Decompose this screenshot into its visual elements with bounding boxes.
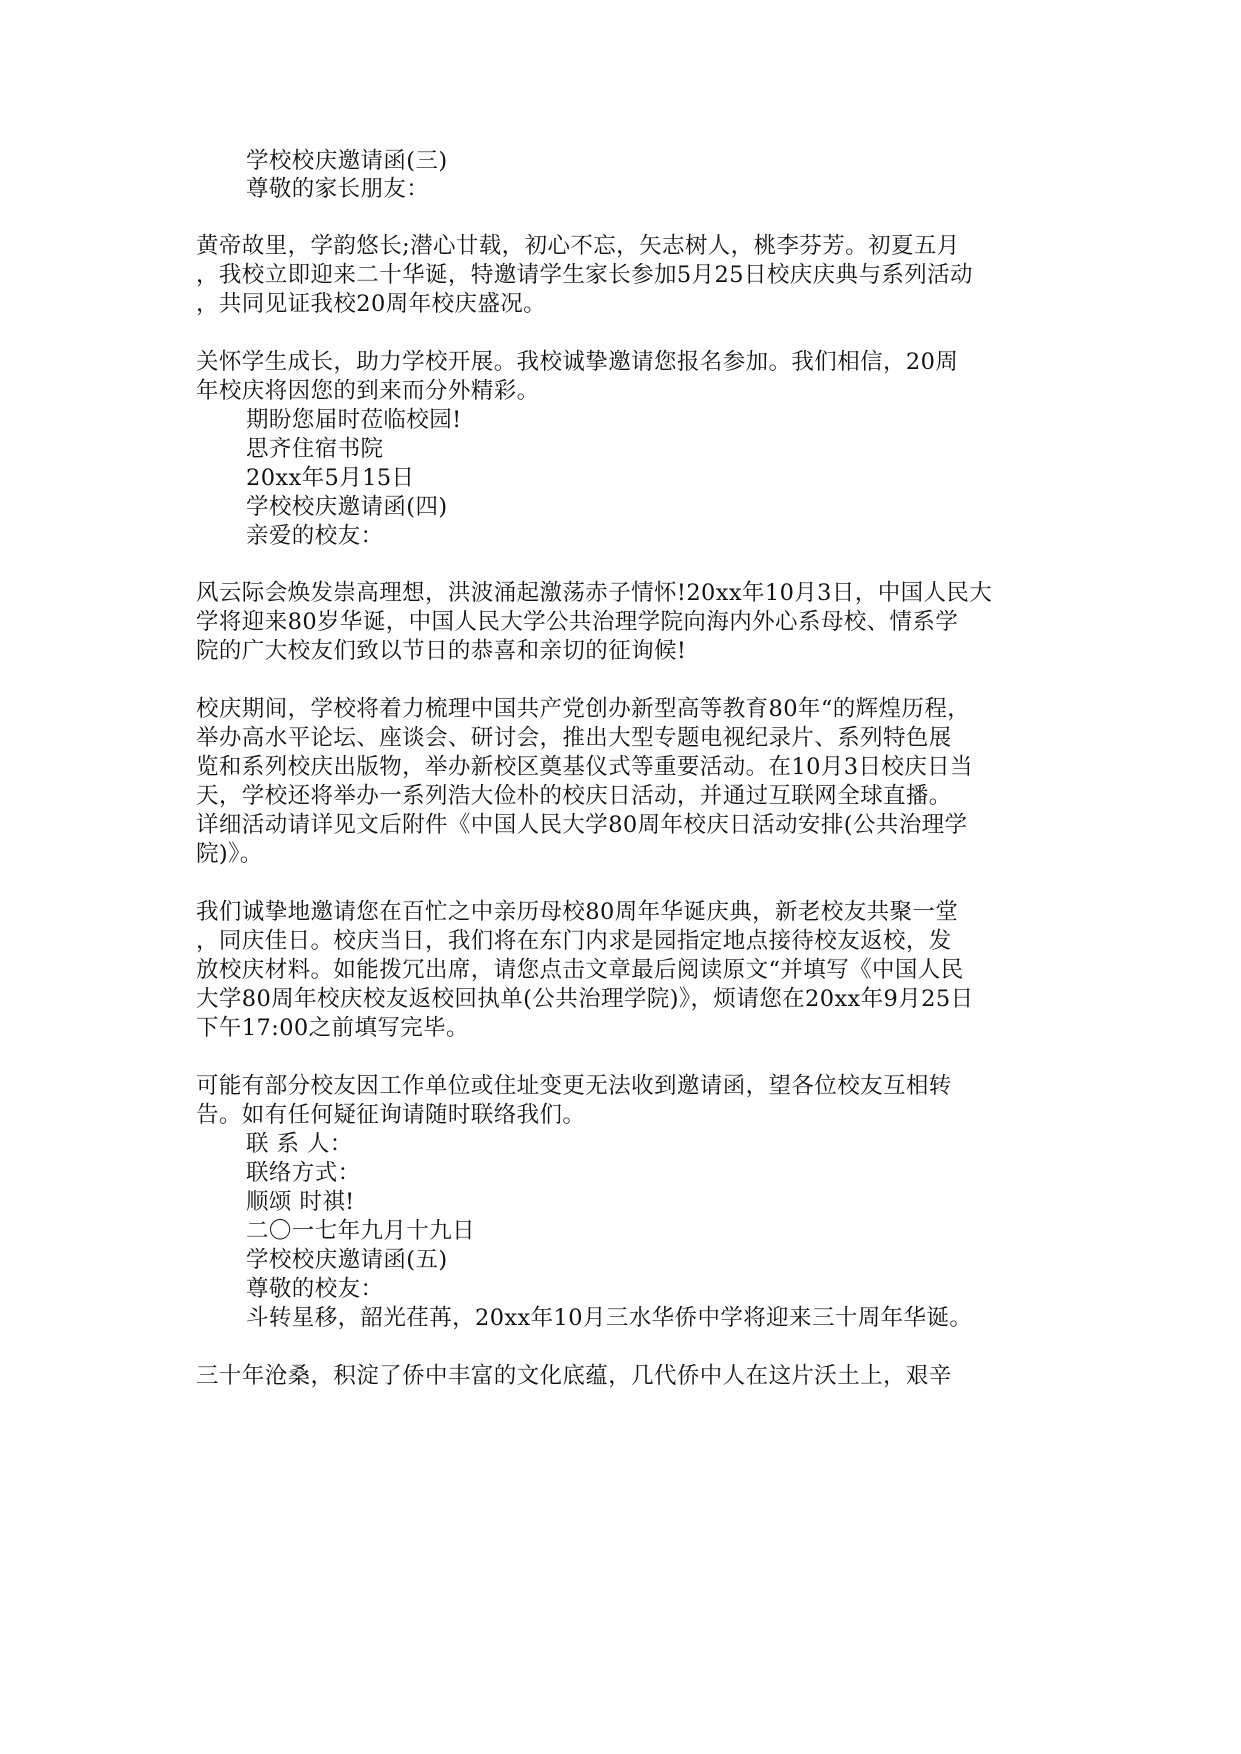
closing-line: 期盼您届时莅临校园! [246, 407, 462, 433]
paragraph-line: ，同庆佳日。校庆当日，我们将在东门内求是园指定地点接待校友返校，发 [196, 928, 952, 954]
paragraph-line: 天，学校还将举办一系列浩大俭朴的校庆日活动，并通过互联网全球直播。 [196, 783, 952, 809]
signature-date: 20xx年5月15日 [246, 465, 415, 491]
paragraph-line: 大学80周年校庆校友返校回执单(公共治理学院)》，烦请您在20xx年9月25日 [196, 986, 974, 1012]
paragraph-line: 黄帝故里，学韵悠长;潜心廿载，初心不忘，矢志树人，桃李芬芳。初夏五月 [196, 233, 960, 259]
heading-invitation-5: 学校校庆邀请函(五) [246, 1247, 448, 1273]
paragraph-line: 举办高水平论坛、座谈会、研讨会，推出大型专题电视纪录片、系列特色展 [196, 725, 952, 751]
paragraph-line: 斗转星移，韶光荏苒，20xx年10月三水华侨中学将迎来三十周年华诞。 [246, 1305, 973, 1331]
paragraph-line: 可能有部分校友因工作单位或住址变更无法收到邀请函，望各位校友互相转 [196, 1073, 952, 1099]
paragraph-line: 院的广大校友们致以节日的恭喜和亲切的征询候! [196, 638, 687, 664]
paragraph-line: 我们诚挚地邀请您在百忙之中亲历母校80周年华诞庆典，新老校友共聚一堂 [196, 899, 959, 925]
paragraph-line: 放校庆材料。如能拨冗出席，请您点击文章最后阅读原文“并填写《中国人民 [196, 957, 964, 983]
signature-org: 思齐住宿书院 [246, 436, 384, 462]
paragraph-line: ，我校立即迎来二十华诞，特邀请学生家长参加5月25日校庆庆典与系列活动 [196, 262, 973, 288]
paragraph-line: 院)》。 [196, 841, 263, 867]
paragraph-line: 年校庆将因您的到来而分外精彩。 [196, 378, 540, 404]
paragraph-line: 三十年沧桑，积淀了侨中丰富的文化底蕴，几代侨中人在这片沃土上，艰辛 [196, 1363, 952, 1389]
closing-line: 顺颂 时祺! [246, 1189, 355, 1215]
heading-invitation-4: 学校校庆邀请函(四) [246, 494, 448, 520]
salutation-alumni: 亲爱的校友： [246, 523, 384, 549]
signature-date: 二〇一七年九月十九日 [246, 1218, 476, 1244]
paragraph-line: 下午17:00之前填写完毕。 [196, 1015, 469, 1041]
paragraph-line: 览和系列校庆出版物，举办新校区奠基仪式等重要活动。在10月3日校庆日当 [196, 754, 973, 780]
paragraph-line: 详细活动请详见文后附件《中国人民大学80周年校庆日活动安排(公共治理学 [196, 812, 968, 838]
contact-method: 联络方式： [246, 1160, 361, 1186]
salutation-alumni: 尊敬的校友： [246, 1276, 384, 1302]
paragraph-line: 告。如有任何疑征询请随时联络我们。 [196, 1102, 586, 1128]
heading-invitation-3: 学校校庆邀请函(三) [246, 148, 448, 174]
paragraph-line: 风云际会焕发崇高理想，洪波涌起激荡赤子情怀!20xx年10月3日，中国人民大 [196, 580, 993, 606]
paragraph-line: 关怀学生成长，助力学校开展。我校诚挚邀请您报名参加。我们相信，20周 [196, 349, 959, 375]
paragraph-line: 学将迎来80岁华诞，中国人民大学公共治理学院向海内外心系母校、情系学 [196, 609, 959, 635]
paragraph-line: ，共同见证我校20周年校庆盛况。 [196, 291, 547, 317]
salutation-parents: 尊敬的家长朋友： [246, 176, 430, 202]
paragraph-line: 校庆期间，学校将着力梳理中国共产党创办新型高等教育80年“的辉煌历程， [196, 696, 971, 722]
contact-person: 联 系 人： [246, 1131, 353, 1157]
